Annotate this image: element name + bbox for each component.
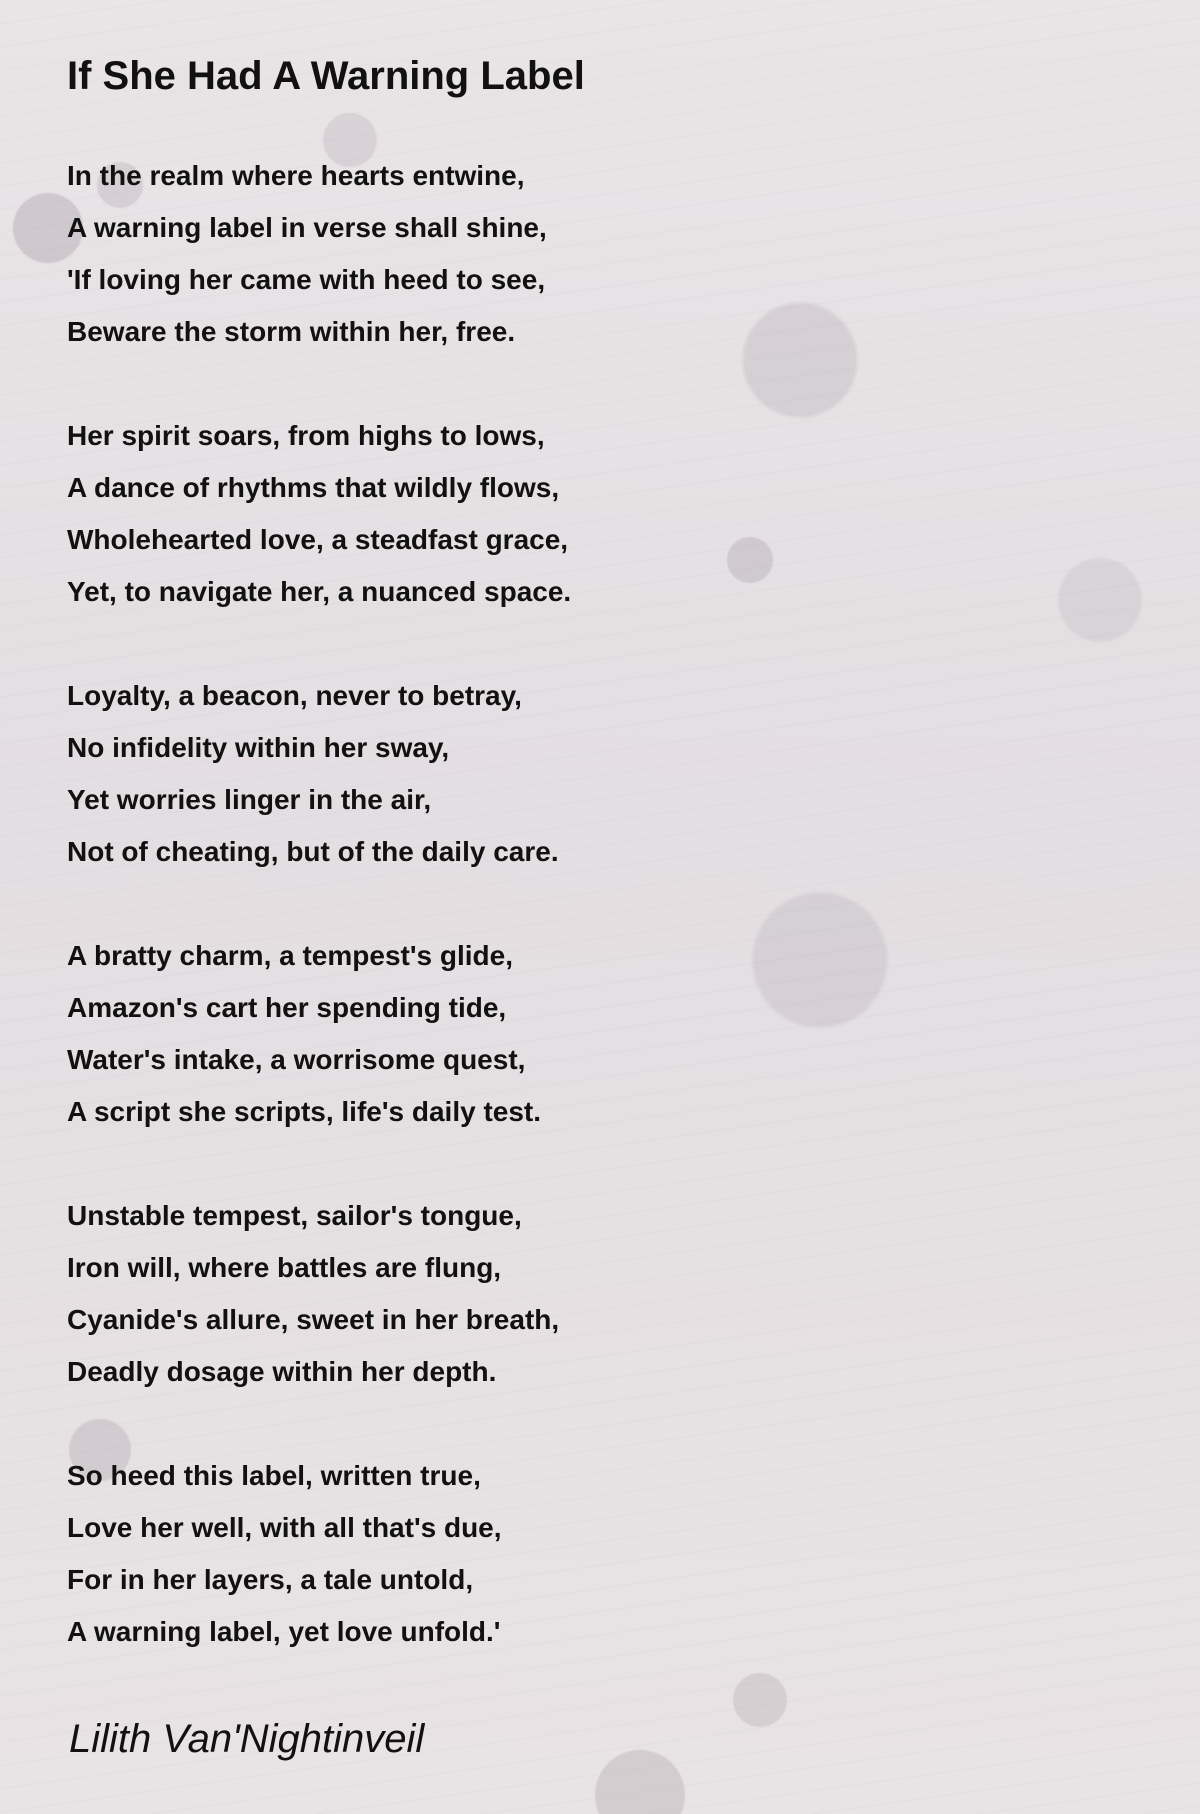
poem-title: If She Had A Warning Label (67, 54, 585, 98)
poem-line: Loyalty, a beacon, never to betray, (67, 680, 522, 711)
stanza (67, 670, 867, 878)
poem-line: Water's intake, a worrisome quest, (67, 1044, 526, 1075)
poem-line: A warning label in verse shall shine, (67, 212, 547, 243)
stanza (67, 1450, 867, 1658)
poem-line: A dance of rhythms that wildly flows, (67, 472, 560, 503)
poem-line: Unstable tempest, sailor's tongue, (67, 1200, 522, 1231)
stanza (67, 930, 867, 1138)
poem-line: Love her well, with all that's due, (67, 1512, 502, 1543)
poem-line: A bratty charm, a tempest's glide, (67, 940, 513, 971)
poem-line: A warning label, yet love unfold.' (67, 1616, 501, 1647)
poem-line: Her spirit soars, from highs to lows, (67, 420, 545, 451)
poem-line: Cyanide's allure, sweet in her breath, (67, 1304, 560, 1335)
poem-line: Iron will, where battles are flung, (67, 1252, 502, 1283)
poem-line: In the realm where hearts entwine, (67, 160, 525, 191)
poem-line: No infidelity within her sway, (67, 732, 450, 763)
poem-line: Wholehearted love, a steadfast grace, (67, 524, 569, 555)
stanza (67, 410, 867, 618)
poem-line: Amazon's cart her spending tide, (67, 992, 507, 1023)
poem-line: Not of cheating, but of the daily care. (67, 836, 559, 867)
poem-line: Deadly dosage within her depth. (67, 1356, 497, 1387)
poem-line: A script she scripts, life's daily test. (67, 1096, 542, 1127)
poem-line: Beware the storm within her, free. (67, 316, 516, 347)
poem-line: So heed this label, written true, (67, 1460, 481, 1491)
poem-line: For in her layers, a tale untold, (67, 1564, 474, 1595)
poem-line: Yet worries linger in the air, (67, 784, 432, 815)
poem-body (67, 150, 867, 1710)
stanza (67, 150, 867, 358)
stanza (67, 1190, 867, 1398)
poem-line: 'If loving her came with heed to see, (67, 264, 546, 295)
poem-line: Yet, to navigate her, a nuanced space. (67, 576, 572, 607)
poem-author: Lilith Van'Nightinveil (69, 1717, 425, 1761)
